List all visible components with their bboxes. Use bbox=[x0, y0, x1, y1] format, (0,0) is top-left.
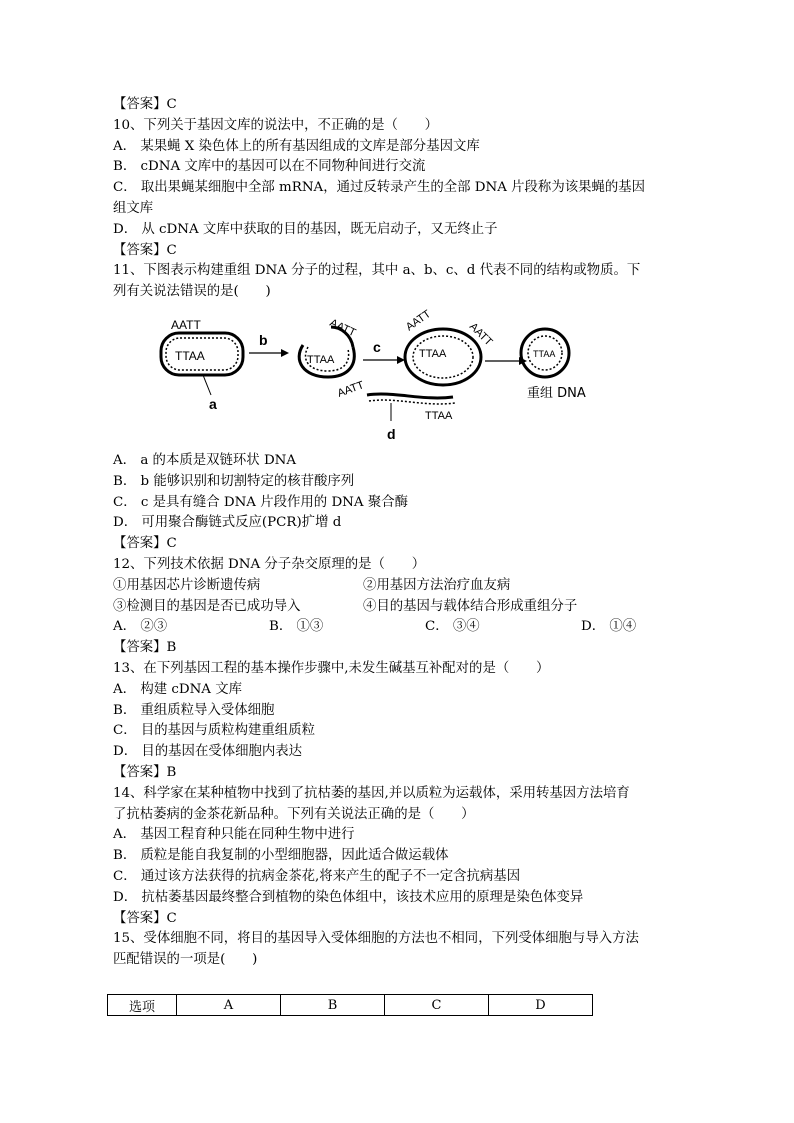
option-b: B． b 能够识别和切割特定的核苷酸序列 bbox=[113, 473, 355, 489]
q12-options-row bbox=[113, 617, 683, 638]
option-c: C． 通过该方法获得的抗病金茶花,将来产生的配子不一定含抗病基因 bbox=[113, 868, 521, 884]
option-d: D． ①④ bbox=[581, 619, 637, 635]
seq-label: TTAA bbox=[307, 353, 335, 366]
fragment-d bbox=[336, 379, 455, 442]
table-cell: B bbox=[281, 995, 385, 1016]
option-a: A． 构建 cDNA 文库 bbox=[113, 681, 243, 697]
arrow-c bbox=[363, 339, 405, 364]
recombinant-intermediate bbox=[404, 308, 495, 385]
seq-label: TTAA bbox=[533, 348, 556, 359]
question-11: 11、下图表示构建重组 DNA 分子的过程，其中 a、b、c、d 代表不同的结构或物质。下 bbox=[113, 263, 641, 279]
document-page bbox=[113, 95, 683, 971]
seq-label: AATT bbox=[335, 379, 366, 400]
question-15-cont: 匹配错误的一项是( ) bbox=[113, 952, 258, 968]
question-12: 12、下列技术依据 DNA 分子杂交原理的是（ ） bbox=[113, 556, 426, 572]
answer-line: 【答案】B bbox=[113, 764, 177, 780]
seq-label: AATT bbox=[466, 320, 495, 349]
table-cell: D bbox=[489, 995, 593, 1016]
table-row bbox=[108, 995, 593, 1016]
seq-label: TTAA bbox=[425, 409, 453, 422]
q12-items-row bbox=[113, 597, 683, 618]
answer-line: 【答案】C bbox=[113, 97, 177, 112]
option-b: B． ①③ bbox=[269, 619, 324, 635]
seq-label: TTAA bbox=[175, 348, 205, 363]
answer-line: 【答案】C bbox=[113, 242, 177, 258]
item-1: ①用基因芯片诊断遗传病 bbox=[113, 577, 261, 593]
option-d: D． 抗枯萎基因最终整合到植物的染色体组中，该技术应用的原理是染色体变异 bbox=[113, 889, 584, 905]
cut-plasmid bbox=[299, 317, 358, 377]
recombinant-dna bbox=[521, 329, 586, 401]
seq-label: AATT bbox=[171, 317, 201, 332]
figure-svg bbox=[153, 305, 586, 451]
seq-label: TTAA bbox=[419, 347, 447, 360]
answer-line: 【答案】C bbox=[113, 910, 177, 926]
option-c-cont: 组文库 bbox=[113, 200, 154, 216]
question-11-cont: 列有关说法错误的是( ) bbox=[113, 284, 271, 300]
options-table bbox=[107, 994, 593, 1016]
option-d: D． 可用聚合酶链式反应(PCR)扩增 d bbox=[113, 515, 342, 531]
question-14-cont: 了抗枯萎病的金茶花新品种。下列有关说法正确的是（ ） bbox=[113, 806, 475, 822]
question-15: 15、受体细胞不同，将目的基因导入受体细胞的方法也不相同，下列受体细胞与导入方法 bbox=[113, 931, 639, 947]
question-14: 14、科学家在某种植物中找到了抗枯萎的基因,并以质粒为运载体，采用转基因方法培育 bbox=[113, 785, 630, 801]
arrow-b bbox=[249, 332, 289, 357]
seq-label: AATT bbox=[403, 307, 434, 334]
question-13: 13、在下列基因工程的基本操作步骤中,未发生碱基互补配对的是（ ） bbox=[113, 660, 550, 676]
label-a: a bbox=[209, 395, 217, 412]
item-4: ④目的基因与载体结合形成重组分子 bbox=[363, 598, 578, 614]
question-10: 10、下列关于基因文库的说法中，不正确的是（ ） bbox=[113, 117, 439, 133]
option-b: B． 质粒是能自我复制的小型细胞器，因此适合做运载体 bbox=[113, 848, 449, 864]
option-a: A． 基因工程育种只能在同种生物中进行 bbox=[113, 827, 355, 843]
item-3: ③检测目的基因是否已成功导入 bbox=[113, 598, 301, 614]
table-cell: 选项 bbox=[108, 995, 177, 1016]
option-c: C． ③④ bbox=[425, 619, 480, 635]
option-a: A． 某果蝇 X 染色体上的所有基因组成的文库是部分基因文库 bbox=[113, 138, 480, 154]
result-label: 重组 DNA bbox=[527, 385, 586, 401]
seq-label: AATT bbox=[327, 316, 358, 340]
answer-line: 【答案】B bbox=[113, 640, 177, 656]
option-a: A． a 的本质是双链环状 DNA bbox=[113, 452, 297, 468]
q12-items-row bbox=[113, 576, 683, 597]
label-b: b bbox=[259, 331, 268, 348]
option-c: C． 目的基因与质粒构建重组质粒 bbox=[113, 723, 315, 739]
plasmid-a bbox=[161, 318, 243, 412]
table-cell: A bbox=[177, 995, 281, 1016]
label-d: d bbox=[387, 425, 396, 442]
option-a: A． ②③ bbox=[113, 619, 168, 635]
item-2: ②用基因方法治疗血友病 bbox=[363, 577, 511, 593]
recombinant-dna-figure bbox=[113, 303, 683, 451]
option-b: B． cDNA 文库中的基因可以在不同物种间进行交流 bbox=[113, 159, 426, 175]
label-c: c bbox=[373, 338, 381, 355]
table-cell: C bbox=[385, 995, 489, 1016]
answer-line: 【答案】C bbox=[113, 536, 177, 552]
option-b: B． 重组质粒导入受体细胞 bbox=[113, 702, 275, 718]
option-d: D． 目的基因在受体细胞内表达 bbox=[113, 744, 303, 760]
option-c: C． c 是具有缝合 DNA 片段作用的 DNA 聚合酶 bbox=[113, 494, 408, 510]
option-c: C． 取出果蝇某细胞中全部 mRNA，通过反转录产生的全部 DNA 片段称为该果蝇的基因 bbox=[113, 180, 646, 196]
option-d: D． 从 cDNA 文库中获取的目的基因，既无启动子，又无终止子 bbox=[113, 221, 498, 237]
